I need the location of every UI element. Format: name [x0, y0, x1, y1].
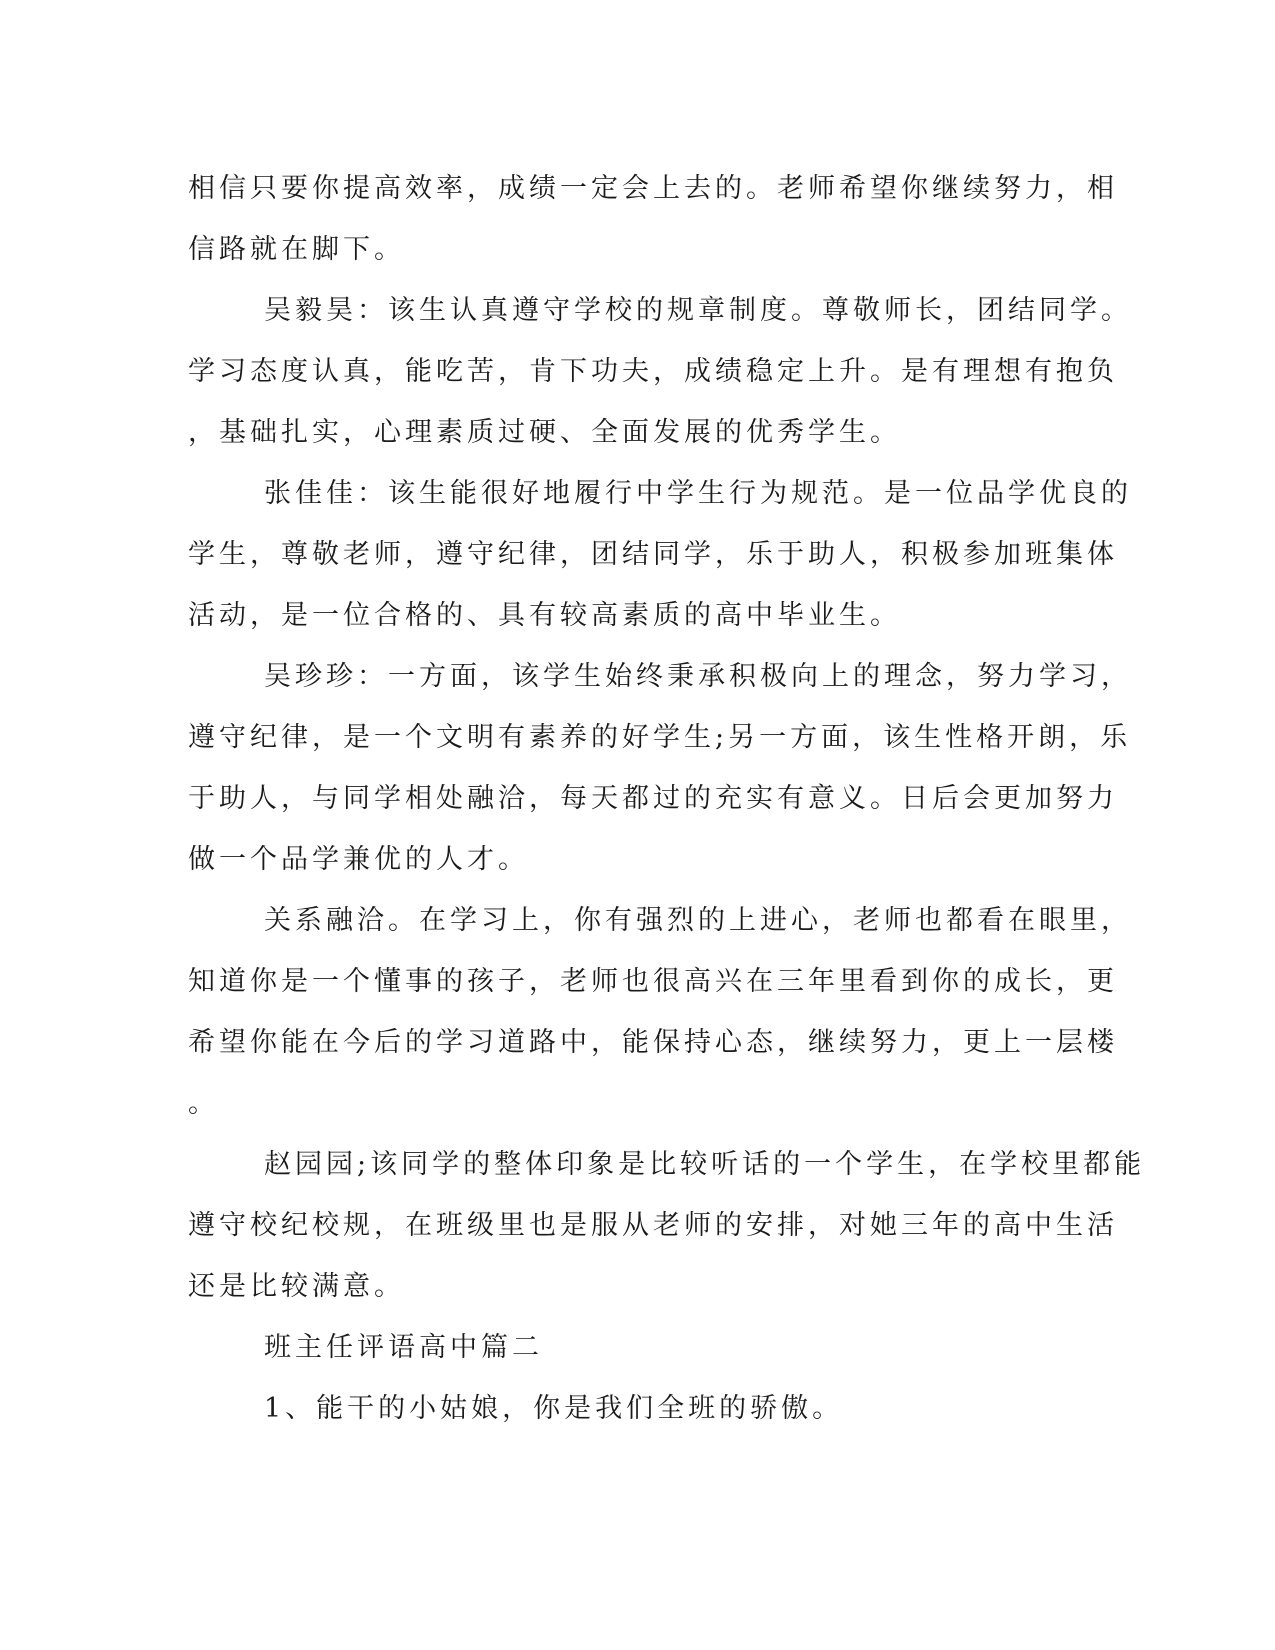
text-line: ，基础扎实，心理素质过硬、全面发展的优秀学生。 — [188, 417, 901, 448]
text-line: 学习态度认真，能吃苦，肯下功夫，成绩稳定上升。是有理想有抱负 — [188, 356, 1118, 387]
body-text — [188, 158, 1146, 1439]
text-line: 知道你是一个懂事的孩子，老师也很高兴在三年里看到你的成长，更 — [188, 966, 1118, 997]
text-line: 张佳佳：该生能很好地履行中学生行为规范。是一位品学优良的 — [264, 478, 1132, 509]
text-line: 。 — [188, 1088, 219, 1119]
list-item: 1、能干的小姑娘，你是我们全班的骄傲。 — [264, 1393, 844, 1424]
text-line: 信路就在脚下。 — [188, 234, 405, 265]
text-line: 希望你能在今后的学习道路中，能保持心态，继续努力，更上一层楼 — [188, 1027, 1118, 1058]
text-line: 于助人，与同学相处融洽，每天都过的充实有意义。日后会更加努力 — [188, 783, 1118, 814]
text-line: 关系融洽。在学习上，你有强烈的上进心，老师也都看在眼里， — [264, 905, 1132, 936]
text-line: 吴毅昊：该生认真遵守学校的规章制度。尊敬师长，团结同学。 — [264, 295, 1132, 326]
text-line: 做一个品学兼优的人才。 — [188, 844, 529, 875]
text-line: 相信只要你提高效率，成绩一定会上去的。老师希望你继续努力，相 — [188, 173, 1118, 204]
text-line: 赵园园;该同学的整体印象是比较听话的一个学生，在学校里都能 — [264, 1149, 1146, 1180]
text-line: 活动，是一位合格的、具有较高素质的高中毕业生。 — [188, 600, 901, 631]
text-line: 学生，尊敬老师，遵守纪律，团结同学，乐于助人，积极参加班集体 — [188, 539, 1118, 570]
section-heading: 班主任评语高中篇二 — [264, 1332, 543, 1363]
text-line: 吴珍珍：一方面，该学生始终秉承积极向上的理念，努力学习， — [264, 661, 1132, 692]
text-line: 还是比较满意。 — [188, 1271, 405, 1302]
text-line: 遵守校纪校规，在班级里也是服从老师的安排，对她三年的高中生活 — [188, 1210, 1118, 1241]
text-line: 遵守纪律，是一个文明有素养的好学生;另一方面，该生性格开朗，乐 — [188, 722, 1132, 753]
